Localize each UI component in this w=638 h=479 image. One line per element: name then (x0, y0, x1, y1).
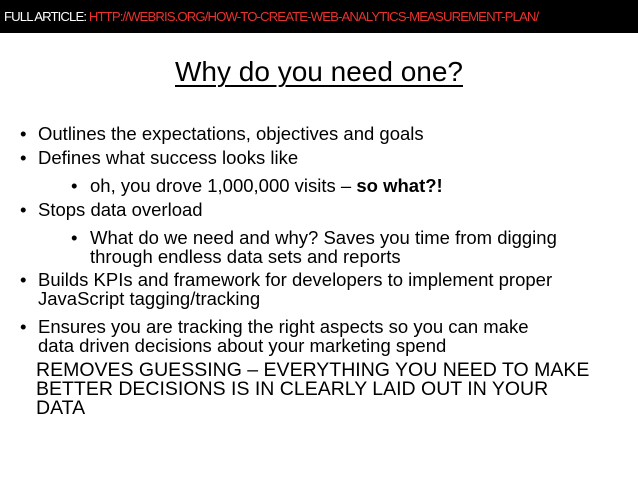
bullet-text-line: Builds KPIs and framework for developers to implement proper (38, 269, 553, 290)
closing-statement (20, 361, 620, 418)
bullet-dot: • (20, 316, 27, 337)
bullet-item (20, 270, 620, 308)
sub-bullet-item (20, 176, 620, 195)
bullet-item (20, 317, 620, 355)
closing-line: REMOVES GUESSING – EVERYTHING YOU NEED TO MAKE (36, 359, 590, 381)
article-url-link[interactable]: HTTP://WEBRIS.ORG/HOW-TO-CREATE-WEB-ANALYTICS-MEASUREMENT-PLAN/ (88, 9, 539, 24)
bullet-text: Outlines the expectations, objectives and goals (38, 123, 424, 144)
bullet-dot: • (20, 199, 27, 220)
banner-prefix: FULL ARTICLE: (4, 9, 89, 24)
bullet-text-line: JavaScript tagging/tracking (38, 288, 261, 309)
bullet-text-line: Ensures you are tracking the right aspects so you can make (38, 316, 529, 337)
bullet-text-line: data driven decisions about your marketing spend (38, 335, 447, 356)
bullet-item (20, 200, 620, 219)
slide-body (20, 124, 620, 418)
bullet-item (20, 148, 620, 167)
bullet-dot: • (20, 147, 27, 168)
bullet-dot: • (71, 227, 78, 248)
sub-bullet-bold-text: so what?! (356, 175, 443, 196)
bullet-dot: • (20, 123, 27, 144)
sub-bullet-item (20, 228, 620, 266)
slide-title (0, 55, 638, 89)
bullet-dot: • (20, 269, 27, 290)
sub-bullet-text-line: through endless data sets and reports (90, 246, 401, 267)
closing-line: DATA (36, 397, 86, 419)
bullet-item (20, 124, 620, 143)
bullet-dot: • (71, 175, 78, 196)
closing-line: BETTER DECISIONS IS IN CLEARLY LAID OUT IN YOUR (36, 378, 549, 400)
sub-bullet-text-line: What do we need and why? Saves you time from digging (90, 227, 557, 248)
sub-bullet-text: oh, you drove 1,000,000 visits – (90, 175, 357, 196)
bullet-text: Defines what success looks like (38, 147, 299, 168)
article-banner (0, 0, 638, 33)
bullet-text: Stops data overload (38, 199, 203, 220)
slide-title-text: Why do you need one? (175, 56, 463, 87)
